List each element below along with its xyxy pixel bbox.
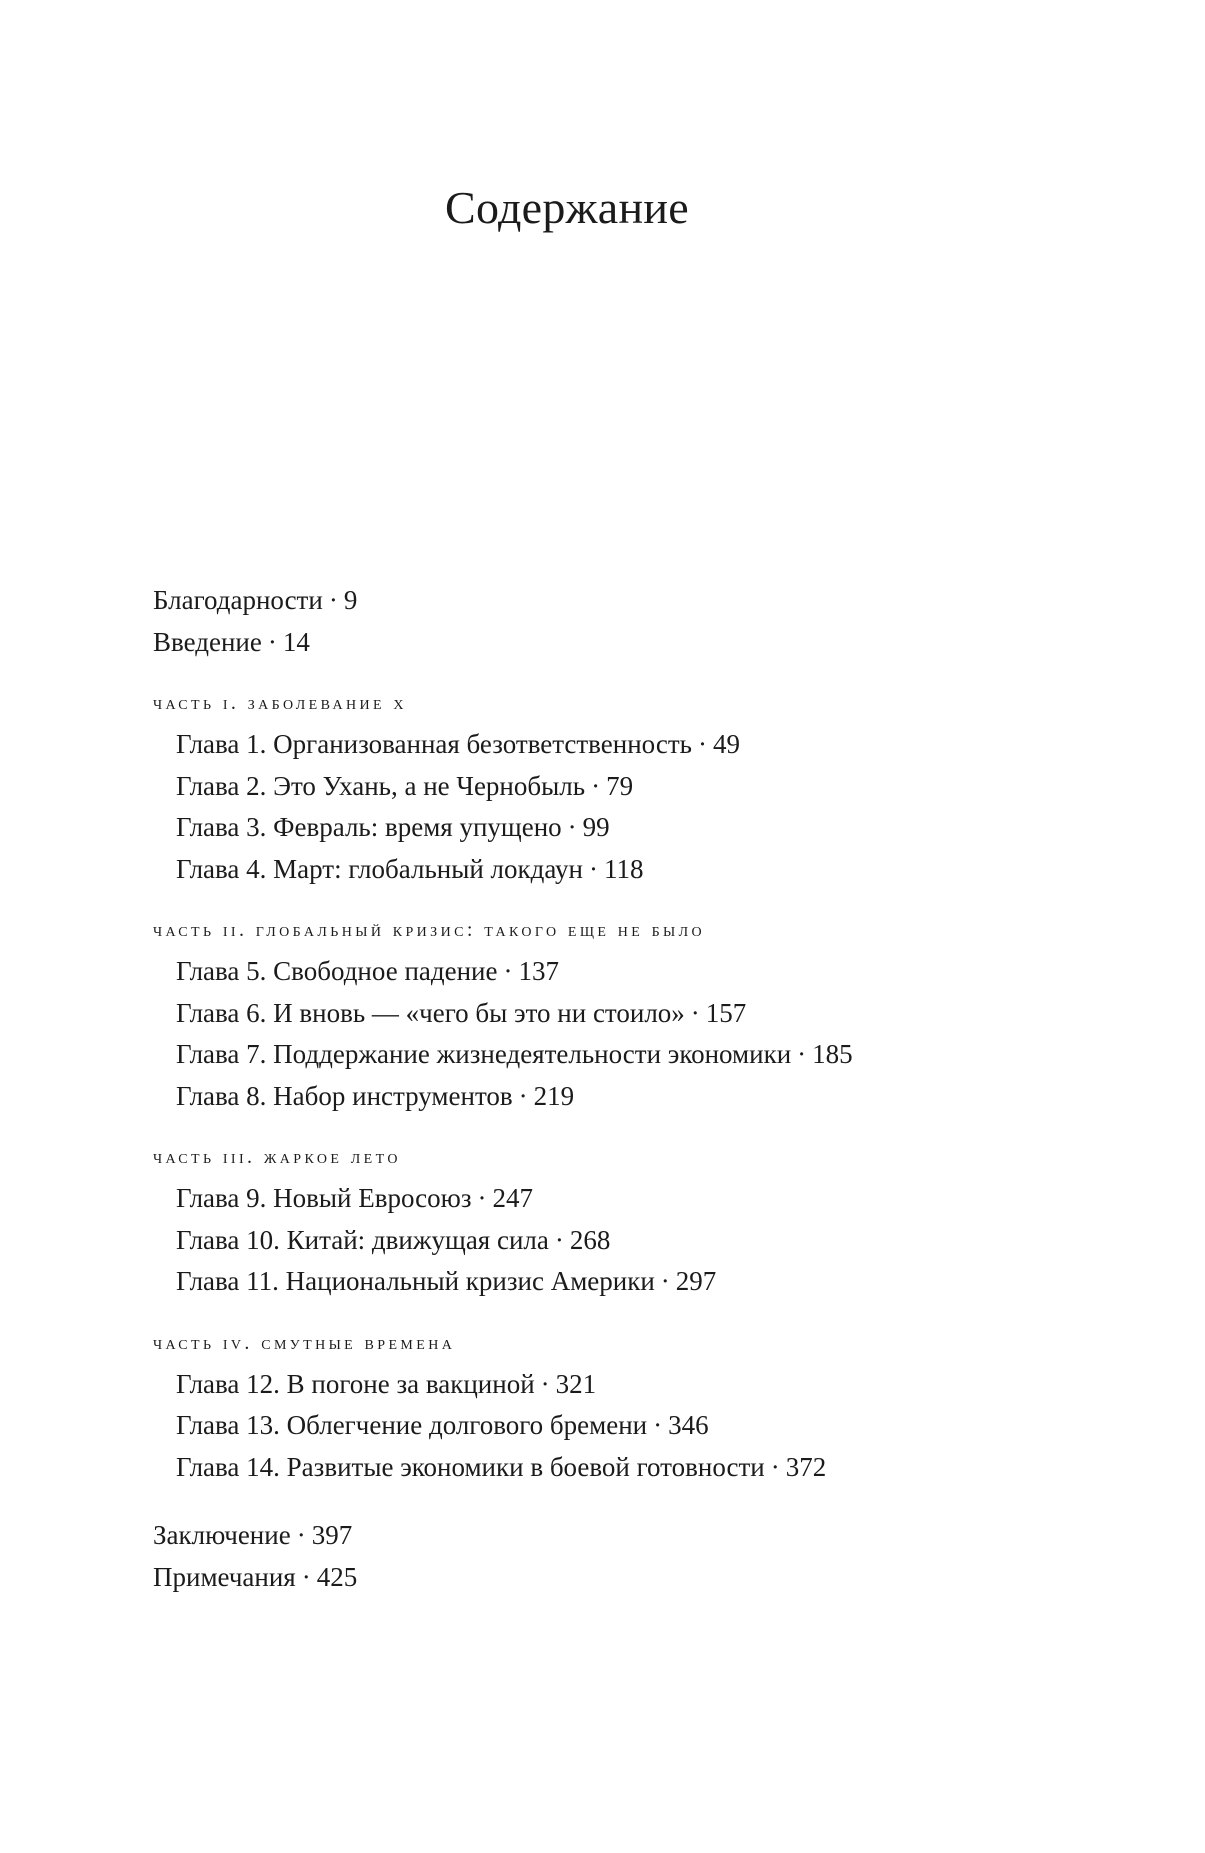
entry-page: 219 [533, 1080, 575, 1111]
entry-label: Глава 11. Национальный кризис Америки [176, 1266, 655, 1296]
entry-separator: · [797, 1039, 807, 1069]
entry-separator: · [770, 1451, 780, 1482]
entry-separator: · [588, 853, 598, 884]
entry-page: 99 [582, 812, 610, 842]
entry-separator: · [660, 1266, 670, 1296]
toc-entry-chapter-7[interactable] [153, 1034, 1113, 1076]
entry-label: Благодарности [153, 585, 323, 615]
part-1 [153, 690, 1113, 890]
toc-entry-chapter-10[interactable] [153, 1220, 1113, 1262]
entry-label: Заключение [153, 1520, 291, 1550]
entry-separator: · [477, 1183, 487, 1213]
part-3 [153, 1144, 1113, 1303]
toc-entry-chapter-12[interactable] [153, 1364, 1113, 1406]
entry-page: 346 [668, 1410, 709, 1440]
toc-entry-acknowledgements[interactable] [153, 580, 1113, 622]
entry-label: Примечания [153, 1561, 296, 1592]
entry-separator: · [296, 1520, 306, 1550]
entry-page: 137 [518, 956, 559, 986]
entry-page: 14 [282, 626, 310, 657]
entry-separator: · [567, 812, 577, 842]
toc-entry-chapter-13[interactable] [153, 1405, 1113, 1447]
entry-label: Глава 1. Организованная безответственность [176, 729, 692, 759]
entry-separator: · [518, 1080, 528, 1111]
table-of-contents [153, 580, 1113, 1598]
entry-label: Глава 6. И вновь — «чего бы это ни стоило» [176, 997, 685, 1028]
entry-separator: · [301, 1561, 311, 1592]
toc-entry-chapter-11[interactable] [153, 1261, 1113, 1303]
entry-label: Глава 3. Февраль: время упущено [176, 812, 562, 842]
entry-separator: · [540, 1368, 550, 1399]
entry-separator: · [267, 626, 277, 657]
entry-separator: · [328, 585, 338, 615]
entry-page: 268 [569, 1224, 611, 1255]
toc-entry-notes[interactable] [153, 1557, 1113, 1599]
toc-entry-chapter-9[interactable] [153, 1178, 1113, 1220]
entry-label: Глава 10. Китай: движущая сила [176, 1224, 549, 1255]
entry-page: 79 [606, 770, 634, 801]
toc-entry-chapter-8[interactable] [153, 1076, 1113, 1118]
entry-label: Глава 9. Новый Евросоюз [176, 1183, 472, 1213]
entry-label: Глава 8. Набор инструментов [176, 1080, 513, 1111]
entry-label: Глава 14. Развитые экономики в боевой готовности [176, 1451, 765, 1482]
entry-separator: · [591, 770, 601, 801]
toc-entry-chapter-2[interactable] [153, 766, 1113, 808]
part-heading: часть i. заболевание x [153, 692, 407, 714]
entry-page: 9 [343, 585, 358, 615]
entry-page: 247 [492, 1183, 533, 1213]
toc-entry-chapter-1[interactable] [153, 724, 1113, 766]
toc-entry-chapter-5[interactable] [153, 951, 1113, 993]
toc-entry-chapter-6[interactable] [153, 993, 1113, 1035]
front-matter [153, 580, 1113, 663]
part-4 [153, 1330, 1113, 1489]
entry-page: 157 [705, 997, 747, 1028]
entry-separator: · [690, 997, 700, 1028]
entry-label: Глава 4. Март: глобальный локдаун [176, 853, 583, 884]
entry-page: 297 [675, 1266, 717, 1296]
entry-separator: · [554, 1224, 564, 1255]
back-matter [153, 1515, 1113, 1598]
entry-label: Глава 12. В погоне за вакциной [176, 1368, 535, 1399]
entry-separator: · [653, 1410, 663, 1440]
entry-page: 425 [316, 1561, 358, 1592]
part-heading: часть iii. жаркое лето [153, 1146, 401, 1168]
toc-entry-introduction[interactable] [153, 622, 1113, 664]
toc-entry-chapter-14[interactable] [153, 1447, 1113, 1489]
part-2 [153, 917, 1113, 1117]
page-title: Содержание [444, 182, 690, 233]
toc-entry-chapter-4[interactable] [153, 849, 1113, 891]
entry-page: 185 [812, 1039, 853, 1069]
entry-separator: · [697, 729, 707, 759]
entry-page: 321 [555, 1368, 597, 1399]
entry-separator: · [503, 956, 513, 986]
entry-label: Глава 5. Свободное падение [176, 956, 498, 986]
toc-entry-conclusion[interactable] [153, 1515, 1113, 1557]
toc-entry-chapter-3[interactable] [153, 807, 1113, 849]
entry-label: Глава 13. Облегчение долгового бремени [176, 1410, 648, 1440]
entry-page: 397 [311, 1520, 353, 1550]
entry-label: Глава 2. Это Ухань, а не Чернобыль [176, 770, 586, 801]
entry-label: Введение [153, 626, 262, 657]
entry-label: Глава 7. Поддержание жизнедеятельности экономики [176, 1039, 792, 1069]
entry-page: 49 [712, 729, 740, 759]
entry-page: 372 [785, 1451, 827, 1482]
entry-page: 118 [603, 853, 644, 884]
part-heading: часть iv. смутные времена [153, 1331, 456, 1354]
part-heading: часть ii. глобальный кризис: такого еще не было [153, 919, 706, 941]
